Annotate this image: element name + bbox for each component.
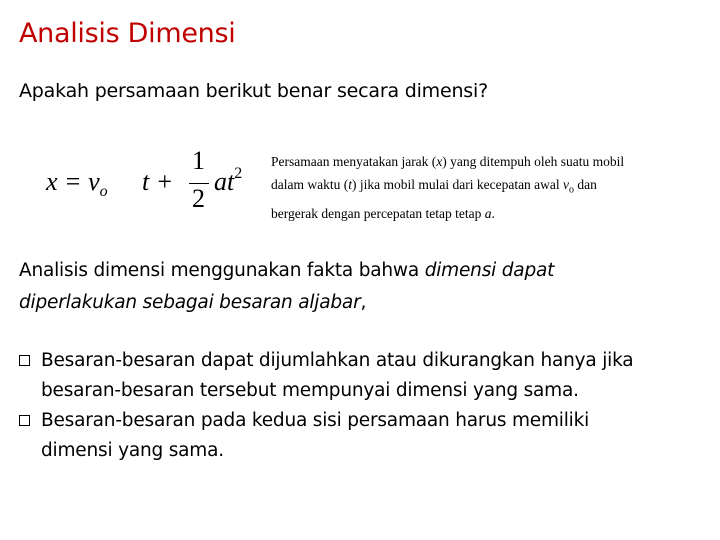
checkbox-bullet-icon xyxy=(19,415,30,426)
paragraph-line-2: diperlakukan sebagai besaran aljabar, xyxy=(19,292,367,313)
paragraph-line-1: Analisis dimensi menggunakan fakta bahwa dimensi dapat xyxy=(19,260,555,281)
note-line-2: dalam waktu (t) jika mobil mulai dari kecepatan awal $v_o$ dan xyxy=(271,177,597,196)
note-line-3: bergerak dengan percepatan tetap tetap a. xyxy=(271,205,495,221)
question-text: Apakah persamaan berikut benar secara dimensi? xyxy=(19,80,488,102)
slide-title: Analisis Dimensi xyxy=(19,18,236,49)
fraction-denominator: 2 xyxy=(192,184,205,213)
rules-list xyxy=(19,346,633,466)
equation-description xyxy=(271,150,701,225)
list-item: Besaran-besaran dapat dijumlahkan atau dikurangkan hanya jika besaran-besaran tersebut mempunyai dimensi yang sama. xyxy=(19,346,633,406)
exponent: 2 xyxy=(234,165,243,182)
checkbox-bullet-icon xyxy=(19,355,30,366)
equation-rhs: $at^2$ xyxy=(214,165,243,196)
equation-fraction xyxy=(189,146,209,216)
note-line-1: Persamaan menyatakan jarak (x) yang ditempuh oleh suatu mobil xyxy=(271,154,625,169)
fraction-numerator: 1 xyxy=(192,146,205,175)
list-item: Besaran-besaran pada kedua sisi persamaan harus memiliki dimensi yang sama. xyxy=(19,406,633,466)
equation-t-plus: t + xyxy=(142,167,174,196)
v-subscript: o xyxy=(99,183,108,200)
dimensional-analysis-paragraph xyxy=(19,255,554,319)
equation-lhs: $x = v_o$ xyxy=(46,167,108,200)
kinematics-equation xyxy=(46,146,243,216)
